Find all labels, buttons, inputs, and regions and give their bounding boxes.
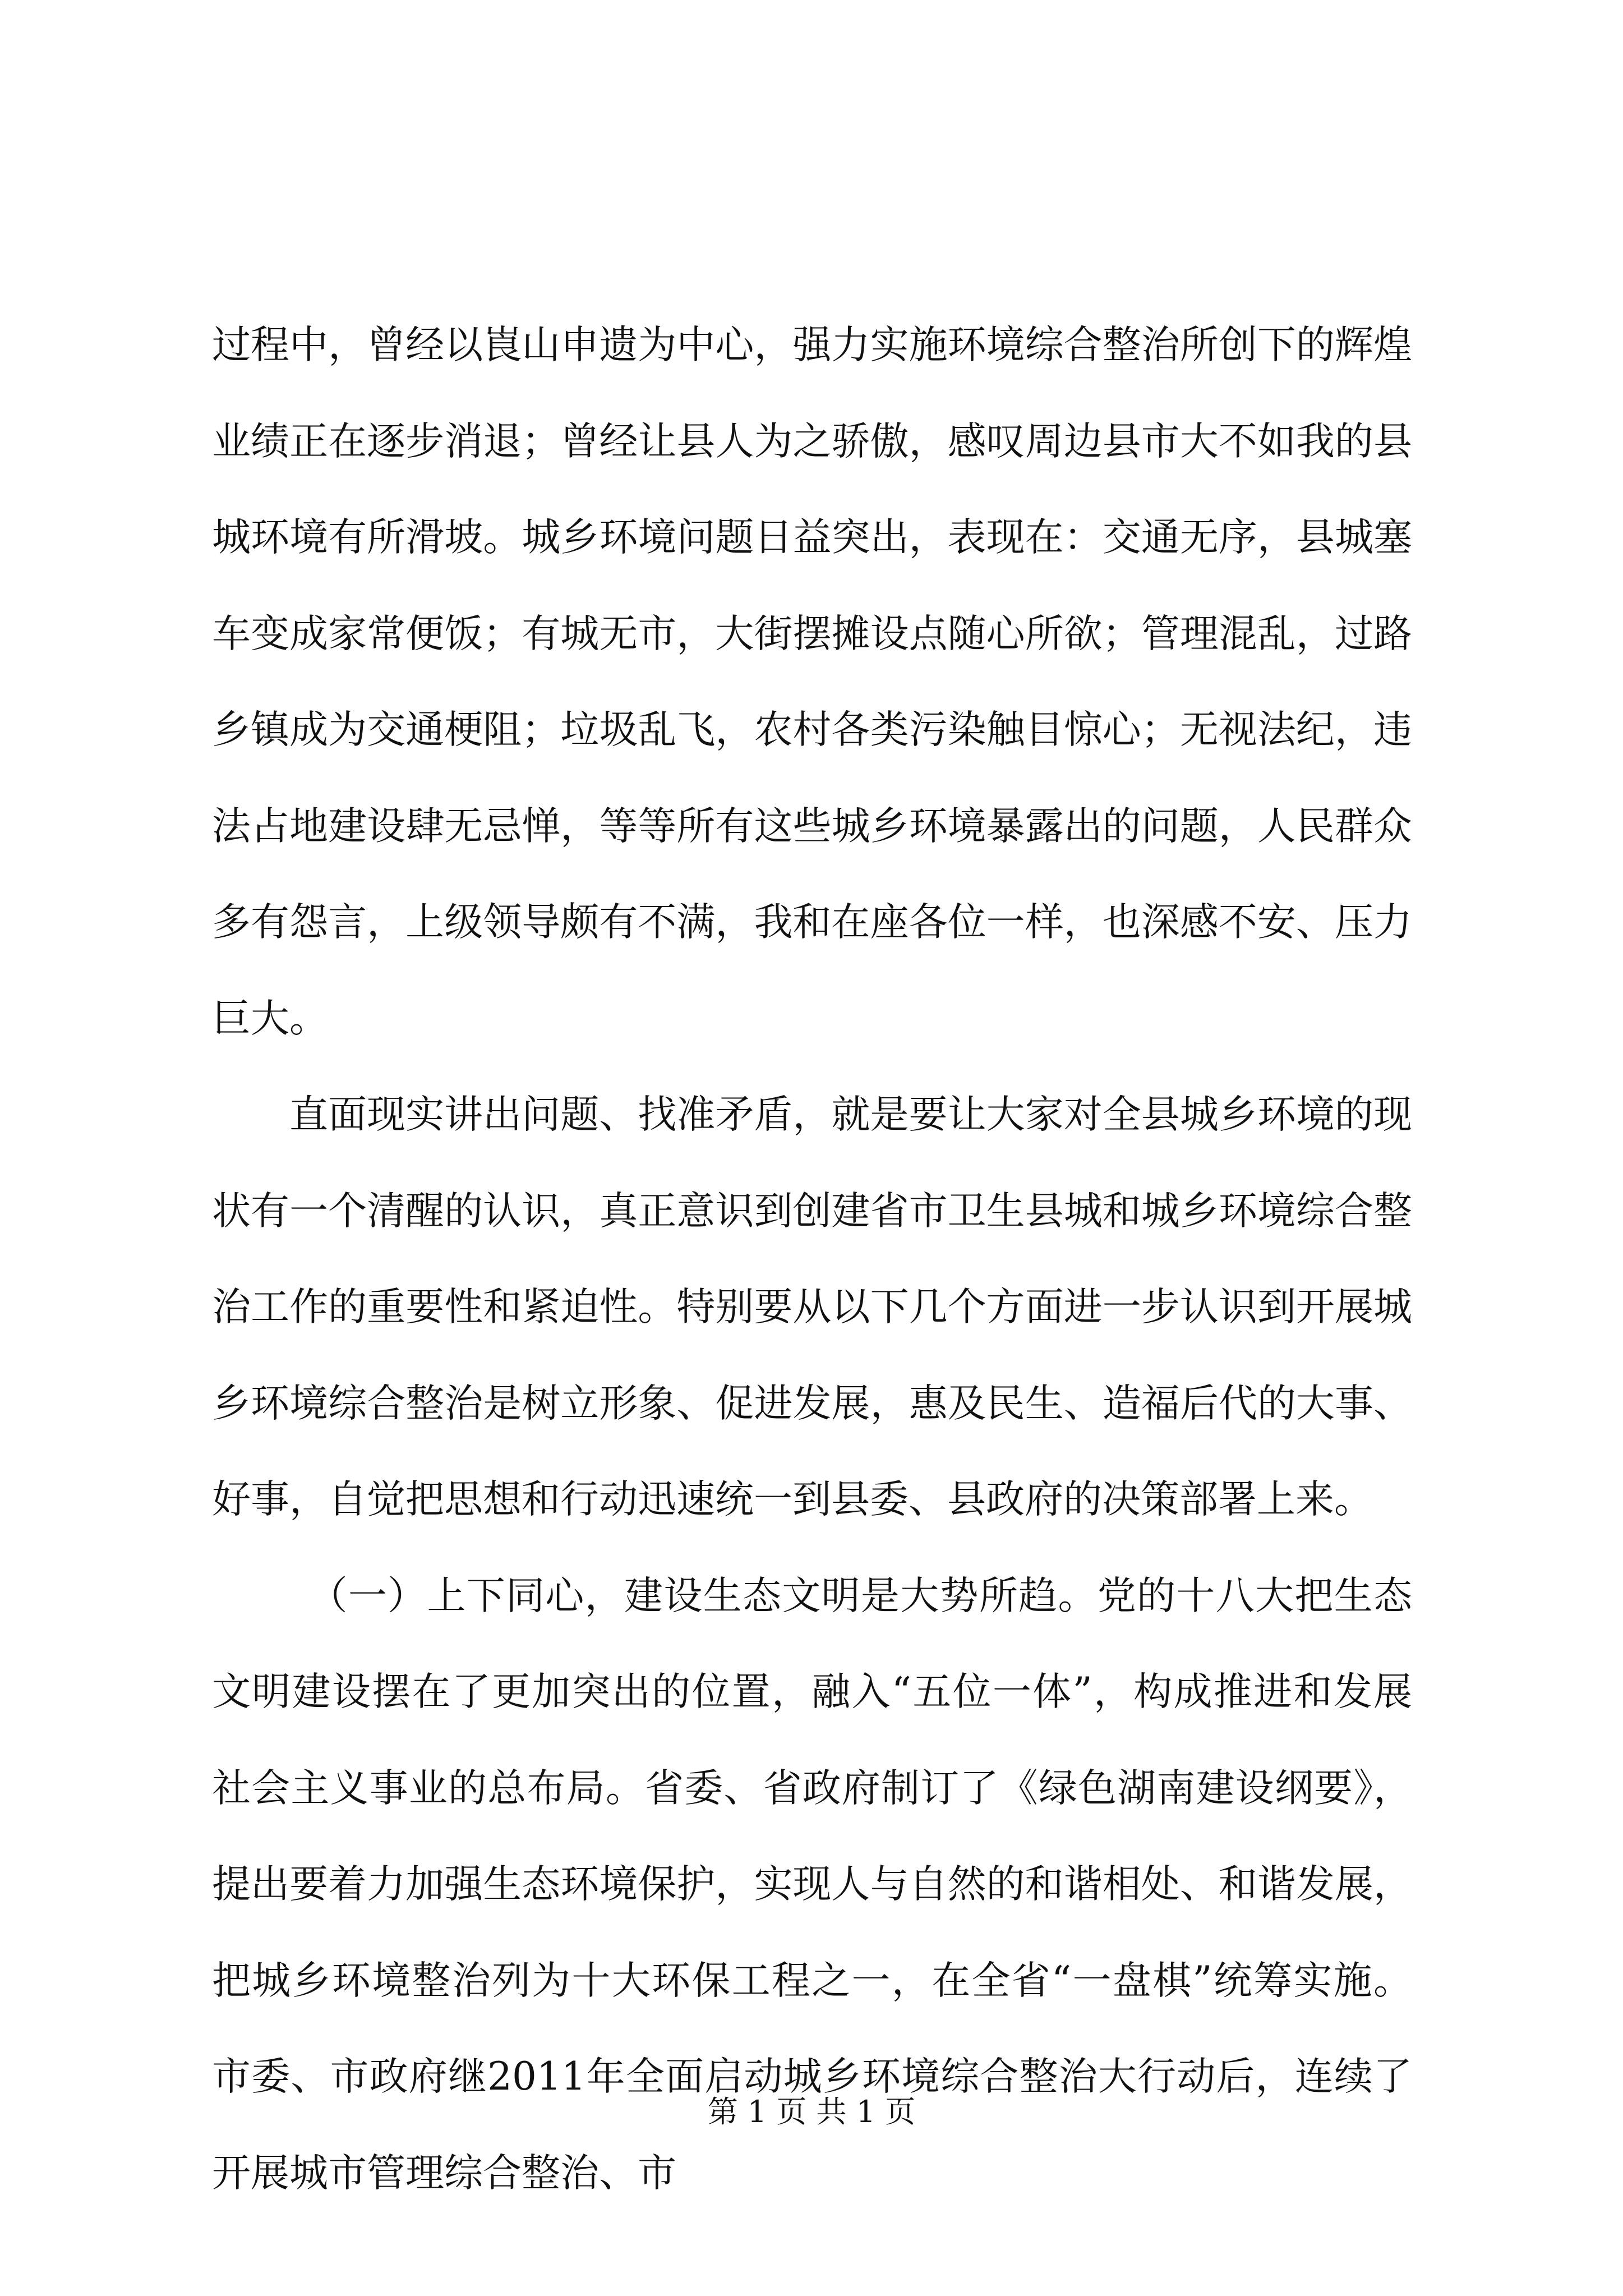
page-footer: 第 1 页 共 1 页 <box>707 2094 916 2129</box>
paragraph-awareness: 直面现实讲出问题、找准矛盾，就是要让大家对全县城乡环境的现状有一个清醒的认识，真正意识到创建省市卫生县城和城乡环境综合整治工作的重要性和紧迫性。特别要从以下几个方面进一步认识到开展城乡环境综合整治是树立形象、促进发展，惠及民生、造福后代的大事、好事，自觉把思想和行动迅速统一到县委、县政府的决策部署上来。 <box>212 1092 1412 1522</box>
paragraph-section-one: （一）上下同心，建设生态文明是大势所趋。党的十八大把生态文明建设摆在了更加突出的位置，融入“五位一体”，构成推进和发展社会主义事业的总布局。省委、省政府制订了《绿色湖南建设纲要》，提出要着力加强生态环境保护，实现人与自然的和谐相处、和谐发展，把城乡环境整治列为十大环保工程之一，在全省“一盘棋”统筹实施。市委、市政府继2011年全面启动城乡环境综合整治大行动后，连续了开展城市管理综合整治、市 <box>212 1573 1412 2196</box>
document-body <box>212 297 1412 2221</box>
paragraph-continuation: 过程中，曾经以崀山申遗为中心，强力实施环境综合整治所创下的辉煌业绩正在逐步消退；曾经让县人为之骄傲，感叹周边县市大不如我的县城环境有所滑坡。城乡环境问题日益突出，表现在：交通无序，县城塞车变成家常便饭；有城无市，大街摆摊设点随心所欲；管理混乱，过路乡镇成为交通梗阻；垃圾乱飞，农村各类污染触目惊心；无视法纪，违法占地建设肆无忌惮，等等所有这些城乡环境暴露出的问题，人民群众多有怨言，上级领导颇有不满，我和在座各位一样，也深感不安、压力巨大。 <box>212 323 1412 1041</box>
